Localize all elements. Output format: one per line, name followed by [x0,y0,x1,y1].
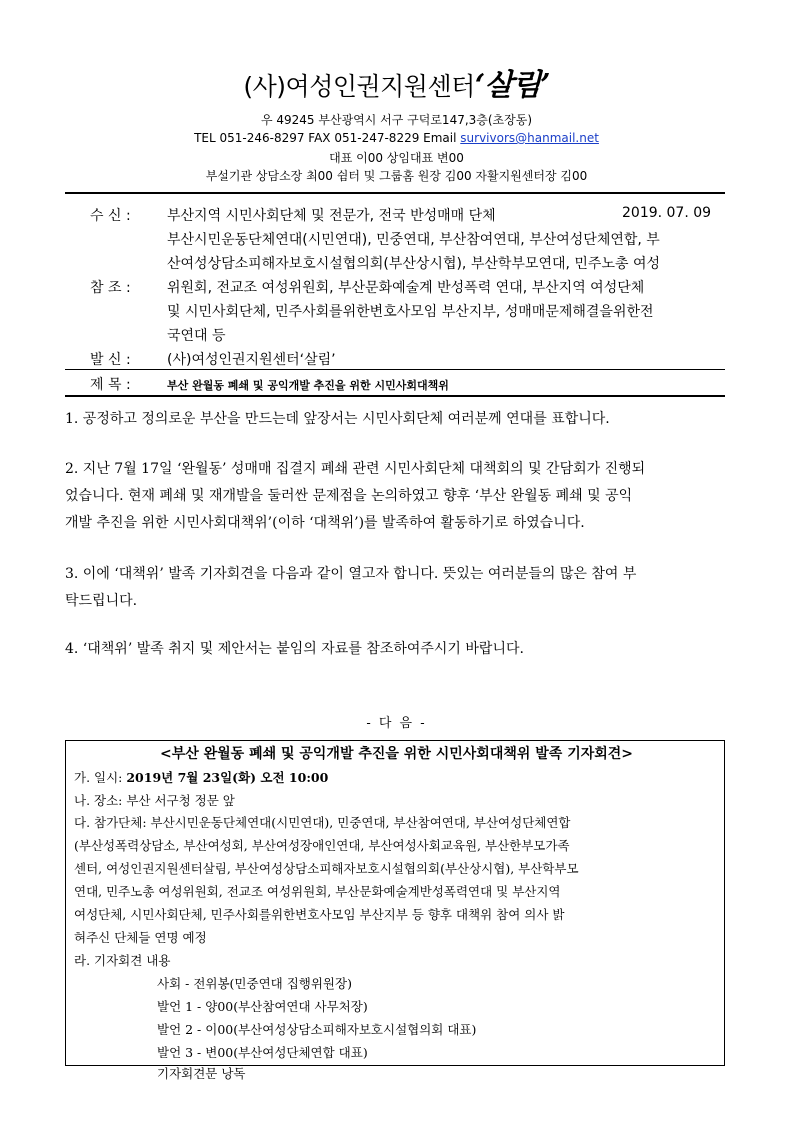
paragraph-2-line: 2. 지난 7월 17일 ‘완월동’ 성매매 집결지 폐쇄 관련 시민사회단체 대책회의 및 간담회가 진행되 [65,461,646,477]
cc-line: 국연대 등 [167,328,226,344]
email-link[interactable]: survivors@hanmail.net [460,131,599,145]
subject-top-rule [65,369,725,370]
participants-line: 다. 참가단체: 부산시민운동단체연대(시민연대), 민중연대, 부산참여연대, 부산여성단체연합 [74,815,571,830]
subject-label: 제 목 : [90,377,131,393]
program-label: 라. 기자회견 내용 [74,953,171,968]
press-conference-box [65,740,725,1066]
event-date-line [74,768,328,786]
recipients-top-rule [65,192,725,194]
program-item: 발언 1 - 양00(부산참여연대 사무처장) [157,999,368,1014]
from-text: (사)여성인권지원센터‘살림’ [167,352,336,368]
to-text: 부산지역 시민사회단체 및 전문가, 전국 반성매매 단체 [167,208,496,224]
subject-bottom-rule [65,395,725,397]
press-conference-title: <부산 완월동 폐쇄 및 공익개발 추진을 위한 시민사회대책위 발족 기자회견> [159,746,634,762]
paragraph-2-line: 었습니다. 현재 폐쇄 및 재개발을 둘러싼 문제점을 논의하였고 향후 ‘부산 완월동 폐쇄 및 공익 [65,488,633,504]
paragraph-2-line: 개발 추진을 위한 시민사회대책위’(이하 ‘대책위’)를 발족하여 활동하기로 하였습니다. [65,515,585,531]
program-item: 기자회견문 낭독 [157,1066,246,1081]
organization-brand: ‘살림’ [474,68,550,103]
section-separator: - 다 음 - [366,716,427,731]
contact-line [0,131,793,145]
paragraph-3-line: 3. 이에 ‘대책위’ 발족 기자회견을 다음과 같이 열고자 합니다. 뜻있는 여러분들의 많은 참여 부 [65,566,637,582]
program-item: 발언 3 - 변00(부산여성단체연합 대표) [157,1045,368,1060]
participants-line: 센터, 여성인권지원센터살림, 부산여성상담소피해자보호시설협의회(부산상시협), 부산학부모 [74,861,579,876]
paragraph-1: 1. 공정하고 정의로운 부산을 만드는데 앞장서는 시민사회단체 여러분께 연대를 표합니다. [65,411,610,427]
participants-line: 연대, 민주노총 여성위원회, 전교조 여성위원회, 부산문화예술계반성폭력연대 및 부산지역 [74,884,561,899]
program-item: 사회 - 전위봉(민중연대 집행위원장) [157,976,352,991]
to-label: 수 신 : [90,208,131,224]
event-date-value: 2019년 7월 23일(화) 오전 10:00 [126,770,329,785]
affiliates-line: 부설기관 상담소장 최00 쉼터 및 그룹홈 원장 김00 자활지원센터장 김00 [205,169,588,183]
organization-title [0,60,793,104]
paragraph-4: 4. ‘대책위’ 발족 취지 및 제안서는 붙임의 자료를 참조하여주시기 바랍니다. [65,641,524,657]
participants-line: 여성단체, 시민사회단체, 민주사회를위한변호사모임 부산지부 등 향후 대책위 참여 의사 밝 [74,907,565,922]
from-label: 발 신 : [90,352,131,368]
cc-line: 및 시민사회단체, 민주사회를위한변호사모임 부산지부, 성매매문제해결을위한전 [167,304,654,320]
event-date-label: 가. 일시: [74,770,127,785]
document-date: 2019. 07. 09 [622,205,712,221]
cc-line: 산여성상담소피해자보호시설협의회(부산상시협), 부산학부모연대, 민주노총 여성 [167,256,660,272]
event-place: 나. 장소: 부산 서구청 정문 앞 [74,793,235,808]
representatives-line: 대표 이00 상임대표 변00 [329,151,464,165]
paragraph-3-line: 탁드립니다. [65,593,138,609]
participants-line: 혀주신 단체들 연명 예정 [74,930,207,945]
tel-fax-text: TEL 051-246-8297 FAX 051-247-8229 Email [194,131,461,145]
subject-text: 부산 완월동 폐쇄 및 공익개발 추진을 위한 시민사회대책위 [167,379,449,392]
program-item: 발언 2 - 이00(부산여성상담소피해자보호시설협의회 대표) [157,1022,477,1037]
organization-name: (사)여성인권지원센터 [243,72,475,101]
cc-label: 참 조 : [90,280,131,296]
cc-line: 부산시민운동단체연대(시민연대), 민중연대, 부산참여연대, 부산여성단체연합, 부 [167,232,660,248]
address-line: 우 49245 부산광역시 서구 구덕로147,3층(초장동) [260,113,533,127]
cc-line: 위원회, 전교조 여성위원회, 부산문화예술계 반성폭력 연대, 부산지역 여성단체 [167,280,645,296]
participants-line: (부산성폭력상담소, 부산여성회, 부산여성장애인연대, 부산여성사회교육원, 부산한부모가족 [74,838,570,853]
